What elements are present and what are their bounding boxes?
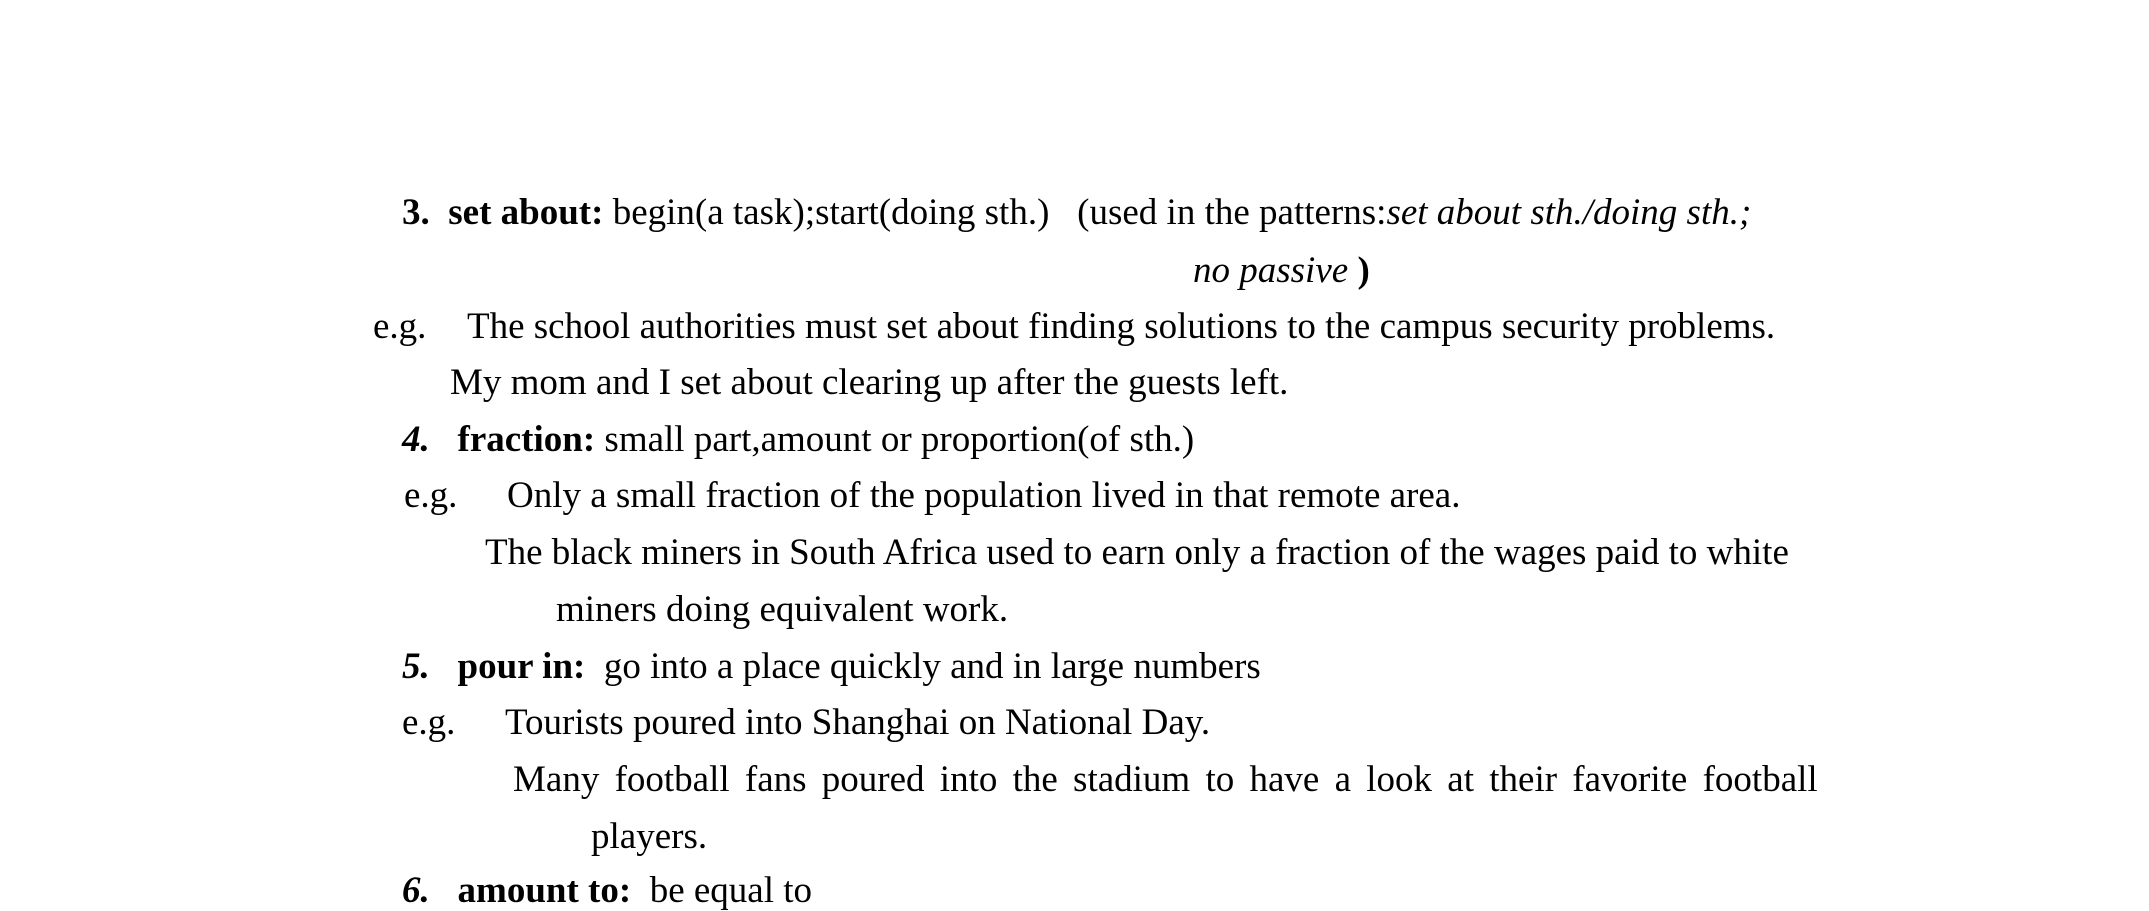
entry-term: fraction:: [457, 419, 596, 460]
entry-number: 6.: [402, 870, 430, 911]
entry-4-example-1: Only a small fraction of the population lived in that remote area.: [507, 475, 1461, 516]
entry-4-example-2: The black miners in South Africa used to earn only a fraction of the wages paid to white: [485, 532, 1789, 573]
entry-5-example-2: Many football fans poured into the stadium to have a look at their favorite football: [513, 759, 1818, 800]
entry-5-eg-label: e.g.: [402, 702, 456, 743]
entry-3-note-cont: [1193, 252, 1370, 289]
entry-5-example-2-cont: players.: [591, 816, 708, 857]
entry-5-heading: [402, 648, 1261, 685]
entry-note-close: ): [1357, 250, 1370, 291]
entry-3-eg-label: e.g.: [373, 306, 427, 347]
entry-6-heading: [402, 872, 812, 909]
entry-4-heading: [402, 421, 1194, 458]
entry-4-example-2-cont: miners doing equivalent work.: [556, 589, 1009, 630]
entry-number: 3.: [402, 192, 430, 233]
entry-3-example-2: My mom and I set about clearing up after the guests left.: [450, 362, 1289, 403]
entry-term: amount to:: [457, 870, 632, 911]
entry-term: pour in:: [457, 646, 586, 687]
entry-note-pattern: set about sth./doing sth.;: [1386, 192, 1752, 233]
entry-3-example-1: The school authorities must set about finding solutions to the campus security problems.: [467, 306, 1776, 347]
entry-5-example-1: Tourists poured into Shanghai on National Day.: [505, 702, 1211, 743]
entry-note-pattern-2: no passive: [1193, 250, 1349, 291]
entry-4-eg-label: e.g.: [404, 475, 458, 516]
entry-definition: small part,amount or proportion(of sth.): [604, 419, 1195, 460]
entry-note-open: (used in the patterns:: [1077, 192, 1387, 233]
entry-definition: be equal to: [649, 870, 813, 911]
entry-definition: go into a place quickly and in large numbers: [603, 646, 1261, 687]
entry-definition: begin(a task);start(doing sth.): [612, 192, 1050, 233]
entry-term: set about:: [448, 192, 604, 233]
entry-3-heading: [402, 194, 1751, 231]
entry-number: 4.: [402, 419, 430, 460]
entry-number: 5.: [402, 646, 430, 687]
